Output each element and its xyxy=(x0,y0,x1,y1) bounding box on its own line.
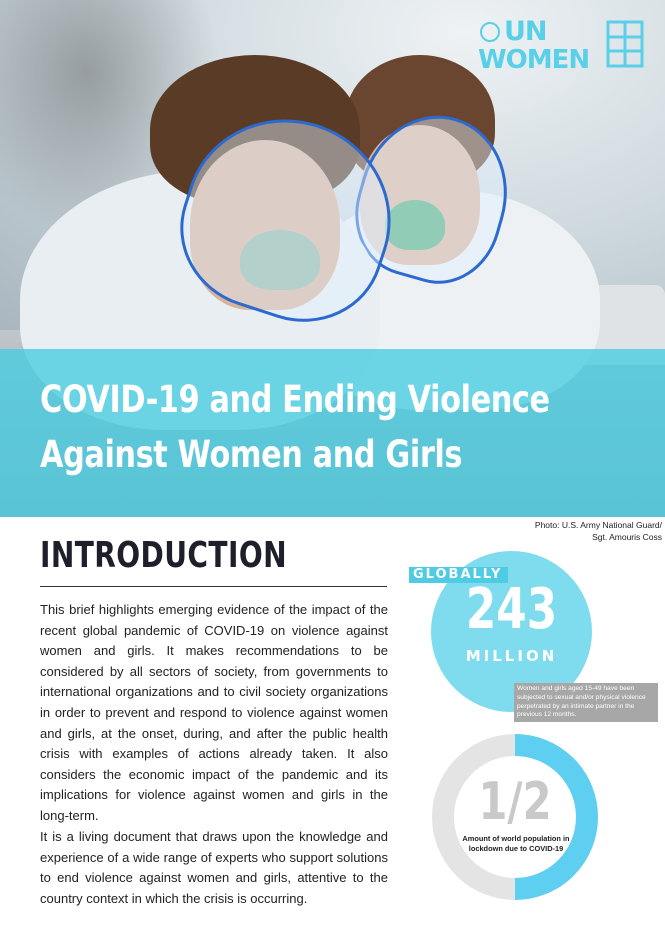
title-line-1: COVID-19 and Ending Violence xyxy=(40,378,550,421)
title-line-2: Against Women and Girls xyxy=(40,433,463,476)
document-title xyxy=(40,372,550,482)
global-stat-number: 243 xyxy=(465,577,558,642)
intro-paragraph-1: This brief highlights emerging evidence of the impact of the recent global pandemic of COVID-19 on violence against women and girls. It makes recommendations to be considered by all sectors of society, from governments to international organizations and to civil society organizations in order to prevent and respond to violence against women and girls, at the onset, during, and after the public health crisis with examples of actions already taken. It also considers the economic impact of the pandemic and its implications for violence against women and girls in the long-term. xyxy=(40,602,388,823)
heading-divider xyxy=(40,586,387,587)
logo-text-un: UN xyxy=(504,16,547,47)
section-heading: INTRODUCTION xyxy=(40,535,287,576)
photo-credit xyxy=(480,519,662,543)
un-women-logo xyxy=(478,18,650,74)
lockdown-caption: Amount of world population in lockdown due to COVID-19 xyxy=(462,834,570,853)
lockdown-fraction: 1/2 xyxy=(478,772,552,832)
logo-text-women: WOMEN xyxy=(478,45,590,75)
global-stat-label: GLOBALLY xyxy=(409,567,508,583)
un-emblem-icon xyxy=(480,22,500,42)
global-stat-caption: Women and girls aged 15-49 have been subjected to sexual and/or physical violence perpetrated by an intimate partner in the previous 12 months. xyxy=(514,683,658,722)
photo-credit-line-1: Photo: U.S. Army National Guard/ xyxy=(534,520,662,530)
photo-credit-line-2: Sgt. Amouris Coss xyxy=(592,532,662,542)
women-symbol-icon xyxy=(606,20,644,68)
global-stat-unit: MILLION xyxy=(465,647,558,665)
intro-paragraph-2: It is a living document that draws upon the knowledge and experience of a wide range of experts who support solutions to end violence against women and girls, attentive to the country context in which the crisis is occurring. xyxy=(40,829,388,906)
